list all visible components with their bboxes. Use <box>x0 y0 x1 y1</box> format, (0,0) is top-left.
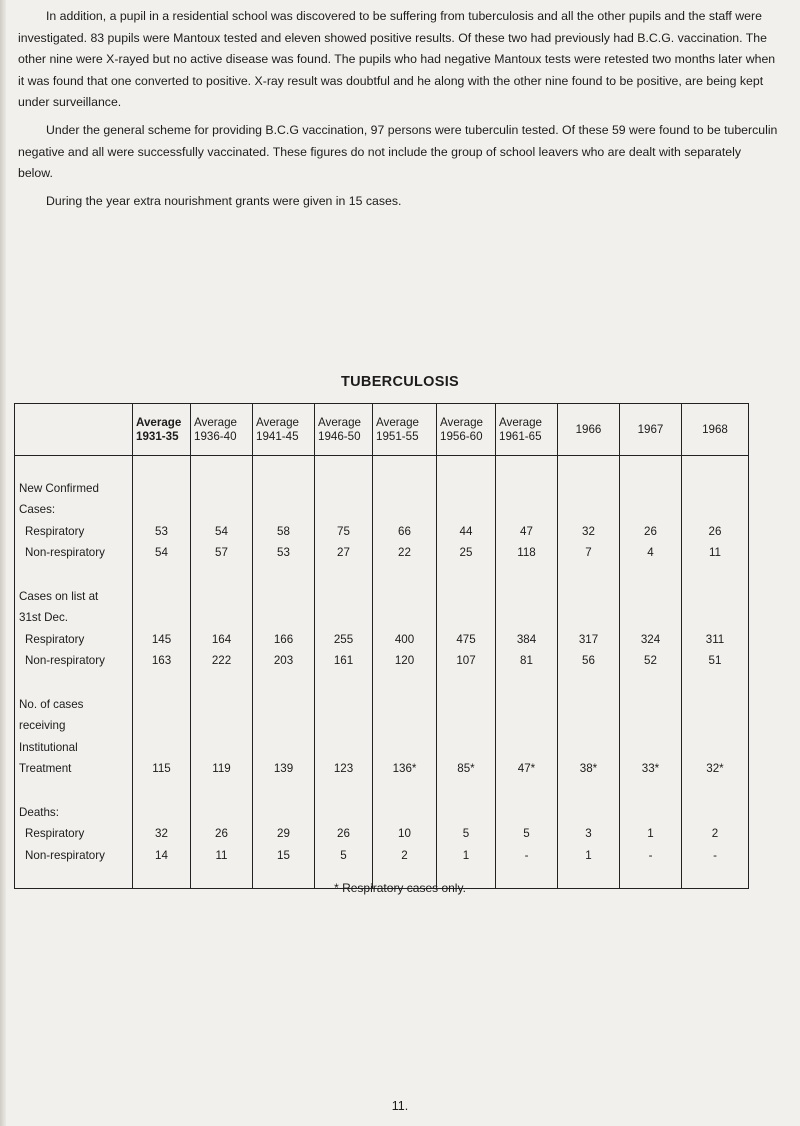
table-cell <box>315 715 373 737</box>
column-header-line1: Average <box>376 415 419 429</box>
column-header-line1: Average <box>440 415 483 429</box>
table-cell: 161 <box>315 650 373 672</box>
row-label <box>15 456 133 478</box>
table-cell: 26 <box>191 823 253 845</box>
column-header-line1: 1967 <box>637 422 664 436</box>
table-cell <box>315 672 373 694</box>
table-row <box>15 586 749 608</box>
table-cell <box>682 456 749 478</box>
table-cell <box>191 456 253 478</box>
table-cell <box>253 737 315 759</box>
column-header-line2: 1951-55 <box>376 429 419 443</box>
column-header-line2: 1961-65 <box>499 429 542 443</box>
table-cell <box>496 607 558 629</box>
table-cell <box>496 499 558 521</box>
table-row <box>15 694 749 716</box>
table-cell <box>558 672 620 694</box>
table-cell: 400 <box>373 629 437 651</box>
table-cell <box>496 564 558 586</box>
table-cell: 14 <box>133 845 191 867</box>
table-row <box>15 478 749 500</box>
column-header-line2: 1936-40 <box>194 429 237 443</box>
header-corner-cell <box>15 404 133 456</box>
column-header-line1: 1966 <box>575 422 602 436</box>
row-label: Non-respiratory <box>15 650 133 672</box>
table-cell: 4 <box>620 542 682 564</box>
table-cell <box>558 802 620 824</box>
row-label: Treatment <box>15 758 133 780</box>
table-cell <box>191 694 253 716</box>
table-cell <box>558 586 620 608</box>
table-row <box>15 456 749 478</box>
table-cell <box>437 564 496 586</box>
column-header-line2: 1941-45 <box>256 429 299 443</box>
table-row <box>15 521 749 543</box>
table-cell: 136* <box>373 758 437 780</box>
table-cell <box>682 586 749 608</box>
table-row <box>15 758 749 780</box>
table-cell <box>133 456 191 478</box>
table-cell <box>315 586 373 608</box>
table-cell <box>191 499 253 521</box>
table-cell: 25 <box>437 542 496 564</box>
column-header <box>682 404 749 456</box>
table-cell: 5 <box>496 823 558 845</box>
table-cell <box>558 737 620 759</box>
table-cell <box>496 802 558 824</box>
column-header-line2: 1946-50 <box>318 429 361 443</box>
table-cell <box>191 737 253 759</box>
row-label: receiving <box>15 715 133 737</box>
table-row <box>15 650 749 672</box>
column-header-line1: 1968 <box>702 422 728 436</box>
table-cell: 115 <box>133 758 191 780</box>
row-label: Non-respiratory <box>15 542 133 564</box>
table-cell <box>558 499 620 521</box>
table-body <box>15 456 749 889</box>
table-cell <box>558 780 620 802</box>
table-cell: 44 <box>437 521 496 543</box>
table-header-row <box>15 404 749 456</box>
table-cell: 324 <box>620 629 682 651</box>
table-cell <box>253 499 315 521</box>
table-cell <box>315 564 373 586</box>
table-cell: 2 <box>373 845 437 867</box>
table-cell <box>191 586 253 608</box>
row-label: New Confirmed <box>15 478 133 500</box>
table-cell <box>620 802 682 824</box>
table-cell: 57 <box>191 542 253 564</box>
table-cell: - <box>682 845 749 867</box>
table-cell: 26 <box>620 521 682 543</box>
table-cell: 10 <box>373 823 437 845</box>
table-cell <box>253 715 315 737</box>
table-cell <box>315 780 373 802</box>
table-cell: 32* <box>682 758 749 780</box>
table-cell: 47* <box>496 758 558 780</box>
table-cell <box>253 564 315 586</box>
table-cell <box>373 607 437 629</box>
table-cell: 53 <box>133 521 191 543</box>
table-cell <box>133 607 191 629</box>
table-cell: 5 <box>437 823 496 845</box>
column-header <box>373 404 437 456</box>
row-label: Respiratory <box>15 823 133 845</box>
table-cell <box>682 478 749 500</box>
table-cell <box>437 780 496 802</box>
footnote: * Respiratory cases only. <box>334 881 466 895</box>
table-cell <box>373 694 437 716</box>
table-cell <box>253 802 315 824</box>
table-cell: 75 <box>315 521 373 543</box>
table-cell: 166 <box>253 629 315 651</box>
table-cell <box>373 672 437 694</box>
table-cell <box>191 478 253 500</box>
row-label: Cases: <box>15 499 133 521</box>
table-cell <box>191 802 253 824</box>
row-label <box>15 672 133 694</box>
table-cell <box>682 672 749 694</box>
table-row <box>15 715 749 737</box>
table-cell: 311 <box>682 629 749 651</box>
table-cell <box>133 478 191 500</box>
column-header-line2: 1931-35 <box>136 429 179 443</box>
table-cell <box>496 456 558 478</box>
table-cell: 5 <box>315 845 373 867</box>
table-cell: 118 <box>496 542 558 564</box>
page-spine-shadow <box>0 0 6 1126</box>
table-cell <box>253 780 315 802</box>
table-row <box>15 780 749 802</box>
table-cell <box>682 802 749 824</box>
table-cell: 56 <box>558 650 620 672</box>
table-cell <box>496 715 558 737</box>
table-cell <box>253 607 315 629</box>
table-cell: 222 <box>191 650 253 672</box>
table-cell: 139 <box>253 758 315 780</box>
table-cell: 66 <box>373 521 437 543</box>
table-cell <box>133 672 191 694</box>
table-cell <box>437 456 496 478</box>
table-cell: 164 <box>191 629 253 651</box>
table-cell: 203 <box>253 650 315 672</box>
table-cell <box>620 715 682 737</box>
table-cell: 11 <box>682 542 749 564</box>
table-cell <box>437 715 496 737</box>
table-cell <box>315 694 373 716</box>
table-row <box>15 802 749 824</box>
table-cell <box>373 780 437 802</box>
table-cell <box>620 456 682 478</box>
table-cell <box>373 586 437 608</box>
table-cell <box>620 607 682 629</box>
table-cell <box>682 780 749 802</box>
table-cell <box>133 586 191 608</box>
table-cell: 51 <box>682 650 749 672</box>
table-cell: 119 <box>191 758 253 780</box>
table-cell: 85* <box>437 758 496 780</box>
table-cell: 27 <box>315 542 373 564</box>
table-cell <box>437 478 496 500</box>
table-cell: 52 <box>620 650 682 672</box>
paragraph-nourishment-grants: During the year extra nourishment grants were given in 15 cases. <box>46 194 402 208</box>
table-cell: 163 <box>133 650 191 672</box>
table-cell <box>682 607 749 629</box>
paragraph-residential-school: In addition, a pupil in a residential school was discovered to be suffering from tuberculosis and all the other pupils and the staff were investigated. 83 pupils were Mantoux tested and eleven showed positive results. Of these two had previously had B.C.G. vaccination. The other nine were X-rayed but no active disease was found. The pupils who had negative Mantoux tests were retested two months later when it was found that one converted to positive. X-ray result was doubtful and he along with the other nine found to be positive, are being kept under surveillance. <box>18 9 776 109</box>
table-cell <box>620 737 682 759</box>
table-row <box>15 607 749 629</box>
table-cell <box>496 586 558 608</box>
table-cell <box>133 715 191 737</box>
table-cell: 54 <box>191 521 253 543</box>
table-cell <box>682 694 749 716</box>
table-cell <box>253 456 315 478</box>
table-row <box>15 499 749 521</box>
table-cell: - <box>620 845 682 867</box>
table-cell <box>133 802 191 824</box>
table-cell <box>558 694 620 716</box>
table-cell <box>133 499 191 521</box>
table-cell <box>373 802 437 824</box>
table-cell <box>133 737 191 759</box>
table-cell <box>682 564 749 586</box>
table-title: TUBERCULOSIS <box>341 374 459 390</box>
table-cell <box>620 672 682 694</box>
table-cell <box>133 564 191 586</box>
table-cell <box>437 737 496 759</box>
table-cell <box>496 694 558 716</box>
paragraph-bcg-scheme: Under the general scheme for providing B.C.G vaccination, 97 persons were tuberculin tested. Of these 59 were found to be tuberculin negative and all were successfully vaccinated. These figures do not include the group of school leavers who are dealt with separately below. <box>18 123 778 180</box>
table-cell <box>315 737 373 759</box>
column-header <box>496 404 558 456</box>
column-header <box>315 404 373 456</box>
table-cell <box>191 607 253 629</box>
column-header-line2: 1956-60 <box>440 429 483 443</box>
row-label <box>15 780 133 802</box>
table-row <box>15 564 749 586</box>
table-cell: - <box>496 845 558 867</box>
row-label: 31st Dec. <box>15 607 133 629</box>
table-cell: 58 <box>253 521 315 543</box>
table-cell <box>496 672 558 694</box>
column-header <box>253 404 315 456</box>
row-label <box>15 564 133 586</box>
column-header-line1: Average <box>256 415 299 429</box>
table-cell: 2 <box>682 823 749 845</box>
table-row <box>15 672 749 694</box>
table-cell: 1 <box>558 845 620 867</box>
table-cell: 145 <box>133 629 191 651</box>
table-cell: 1 <box>437 845 496 867</box>
table-cell <box>315 456 373 478</box>
row-label: Non-respiratory <box>15 845 133 867</box>
table-cell <box>620 499 682 521</box>
table-cell: 1 <box>620 823 682 845</box>
table-cell <box>682 499 749 521</box>
row-label: Cases on list at <box>15 586 133 608</box>
table-cell <box>620 564 682 586</box>
row-label: Deaths: <box>15 802 133 824</box>
column-header-line1: Average <box>499 415 542 429</box>
table-cell <box>437 499 496 521</box>
table-cell <box>496 780 558 802</box>
table-cell <box>437 802 496 824</box>
table-cell <box>496 478 558 500</box>
table-cell <box>620 586 682 608</box>
table-cell <box>191 715 253 737</box>
table-cell <box>437 607 496 629</box>
row-label: No. of cases <box>15 694 133 716</box>
table-cell <box>558 478 620 500</box>
column-header-line1: Average <box>194 415 237 429</box>
table-cell: 317 <box>558 629 620 651</box>
table-row <box>15 629 749 651</box>
table-cell <box>253 694 315 716</box>
table-cell: 7 <box>558 542 620 564</box>
table-cell <box>437 694 496 716</box>
table-cell <box>315 478 373 500</box>
table-row <box>15 542 749 564</box>
row-label: Respiratory <box>15 521 133 543</box>
row-label: Respiratory <box>15 629 133 651</box>
table-cell <box>373 737 437 759</box>
table-cell: 475 <box>437 629 496 651</box>
table-cell <box>315 802 373 824</box>
table-cell: 47 <box>496 521 558 543</box>
column-header <box>437 404 496 456</box>
table-cell <box>373 564 437 586</box>
table-cell <box>253 672 315 694</box>
table-cell <box>315 499 373 521</box>
table-cell: 3 <box>558 823 620 845</box>
table-cell <box>191 780 253 802</box>
table-cell <box>558 715 620 737</box>
table-cell <box>253 586 315 608</box>
table-cell <box>373 715 437 737</box>
table-cell <box>191 672 253 694</box>
table-cell: 15 <box>253 845 315 867</box>
table-cell <box>315 607 373 629</box>
table-row <box>15 845 749 867</box>
table-cell <box>558 564 620 586</box>
table-cell <box>437 672 496 694</box>
table-cell: 255 <box>315 629 373 651</box>
table-cell <box>253 478 315 500</box>
table-cell: 81 <box>496 650 558 672</box>
table-cell <box>682 737 749 759</box>
table-cell: 120 <box>373 650 437 672</box>
table-cell: 123 <box>315 758 373 780</box>
table-cell <box>437 586 496 608</box>
column-header <box>558 404 620 456</box>
table-cell: 26 <box>682 521 749 543</box>
table-cell: 33* <box>620 758 682 780</box>
table-cell <box>620 780 682 802</box>
table-cell <box>373 499 437 521</box>
table-cell: 107 <box>437 650 496 672</box>
table-cell: 54 <box>133 542 191 564</box>
column-header-line1: Average <box>136 415 182 429</box>
table-cell <box>133 780 191 802</box>
table-cell <box>558 607 620 629</box>
table-row <box>15 823 749 845</box>
table-cell: 22 <box>373 542 437 564</box>
table-cell <box>373 478 437 500</box>
table-cell <box>620 694 682 716</box>
column-header <box>133 404 191 456</box>
table-cell <box>191 564 253 586</box>
table-cell <box>558 456 620 478</box>
page-number: 11. <box>391 1099 409 1113</box>
table-cell <box>133 694 191 716</box>
table-cell <box>620 478 682 500</box>
table-cell: 32 <box>558 521 620 543</box>
tuberculosis-table <box>14 403 749 889</box>
column-header <box>620 404 682 456</box>
row-label: Institutional <box>15 737 133 759</box>
table-cell: 384 <box>496 629 558 651</box>
table-cell <box>373 456 437 478</box>
table-cell <box>682 715 749 737</box>
table-cell: 38* <box>558 758 620 780</box>
table-cell: 32 <box>133 823 191 845</box>
column-header <box>191 404 253 456</box>
table-row <box>15 737 749 759</box>
table-cell: 53 <box>253 542 315 564</box>
table-cell <box>496 737 558 759</box>
table-cell: 29 <box>253 823 315 845</box>
table-cell: 11 <box>191 845 253 867</box>
column-header-line1: Average <box>318 415 361 429</box>
table-cell: 26 <box>315 823 373 845</box>
